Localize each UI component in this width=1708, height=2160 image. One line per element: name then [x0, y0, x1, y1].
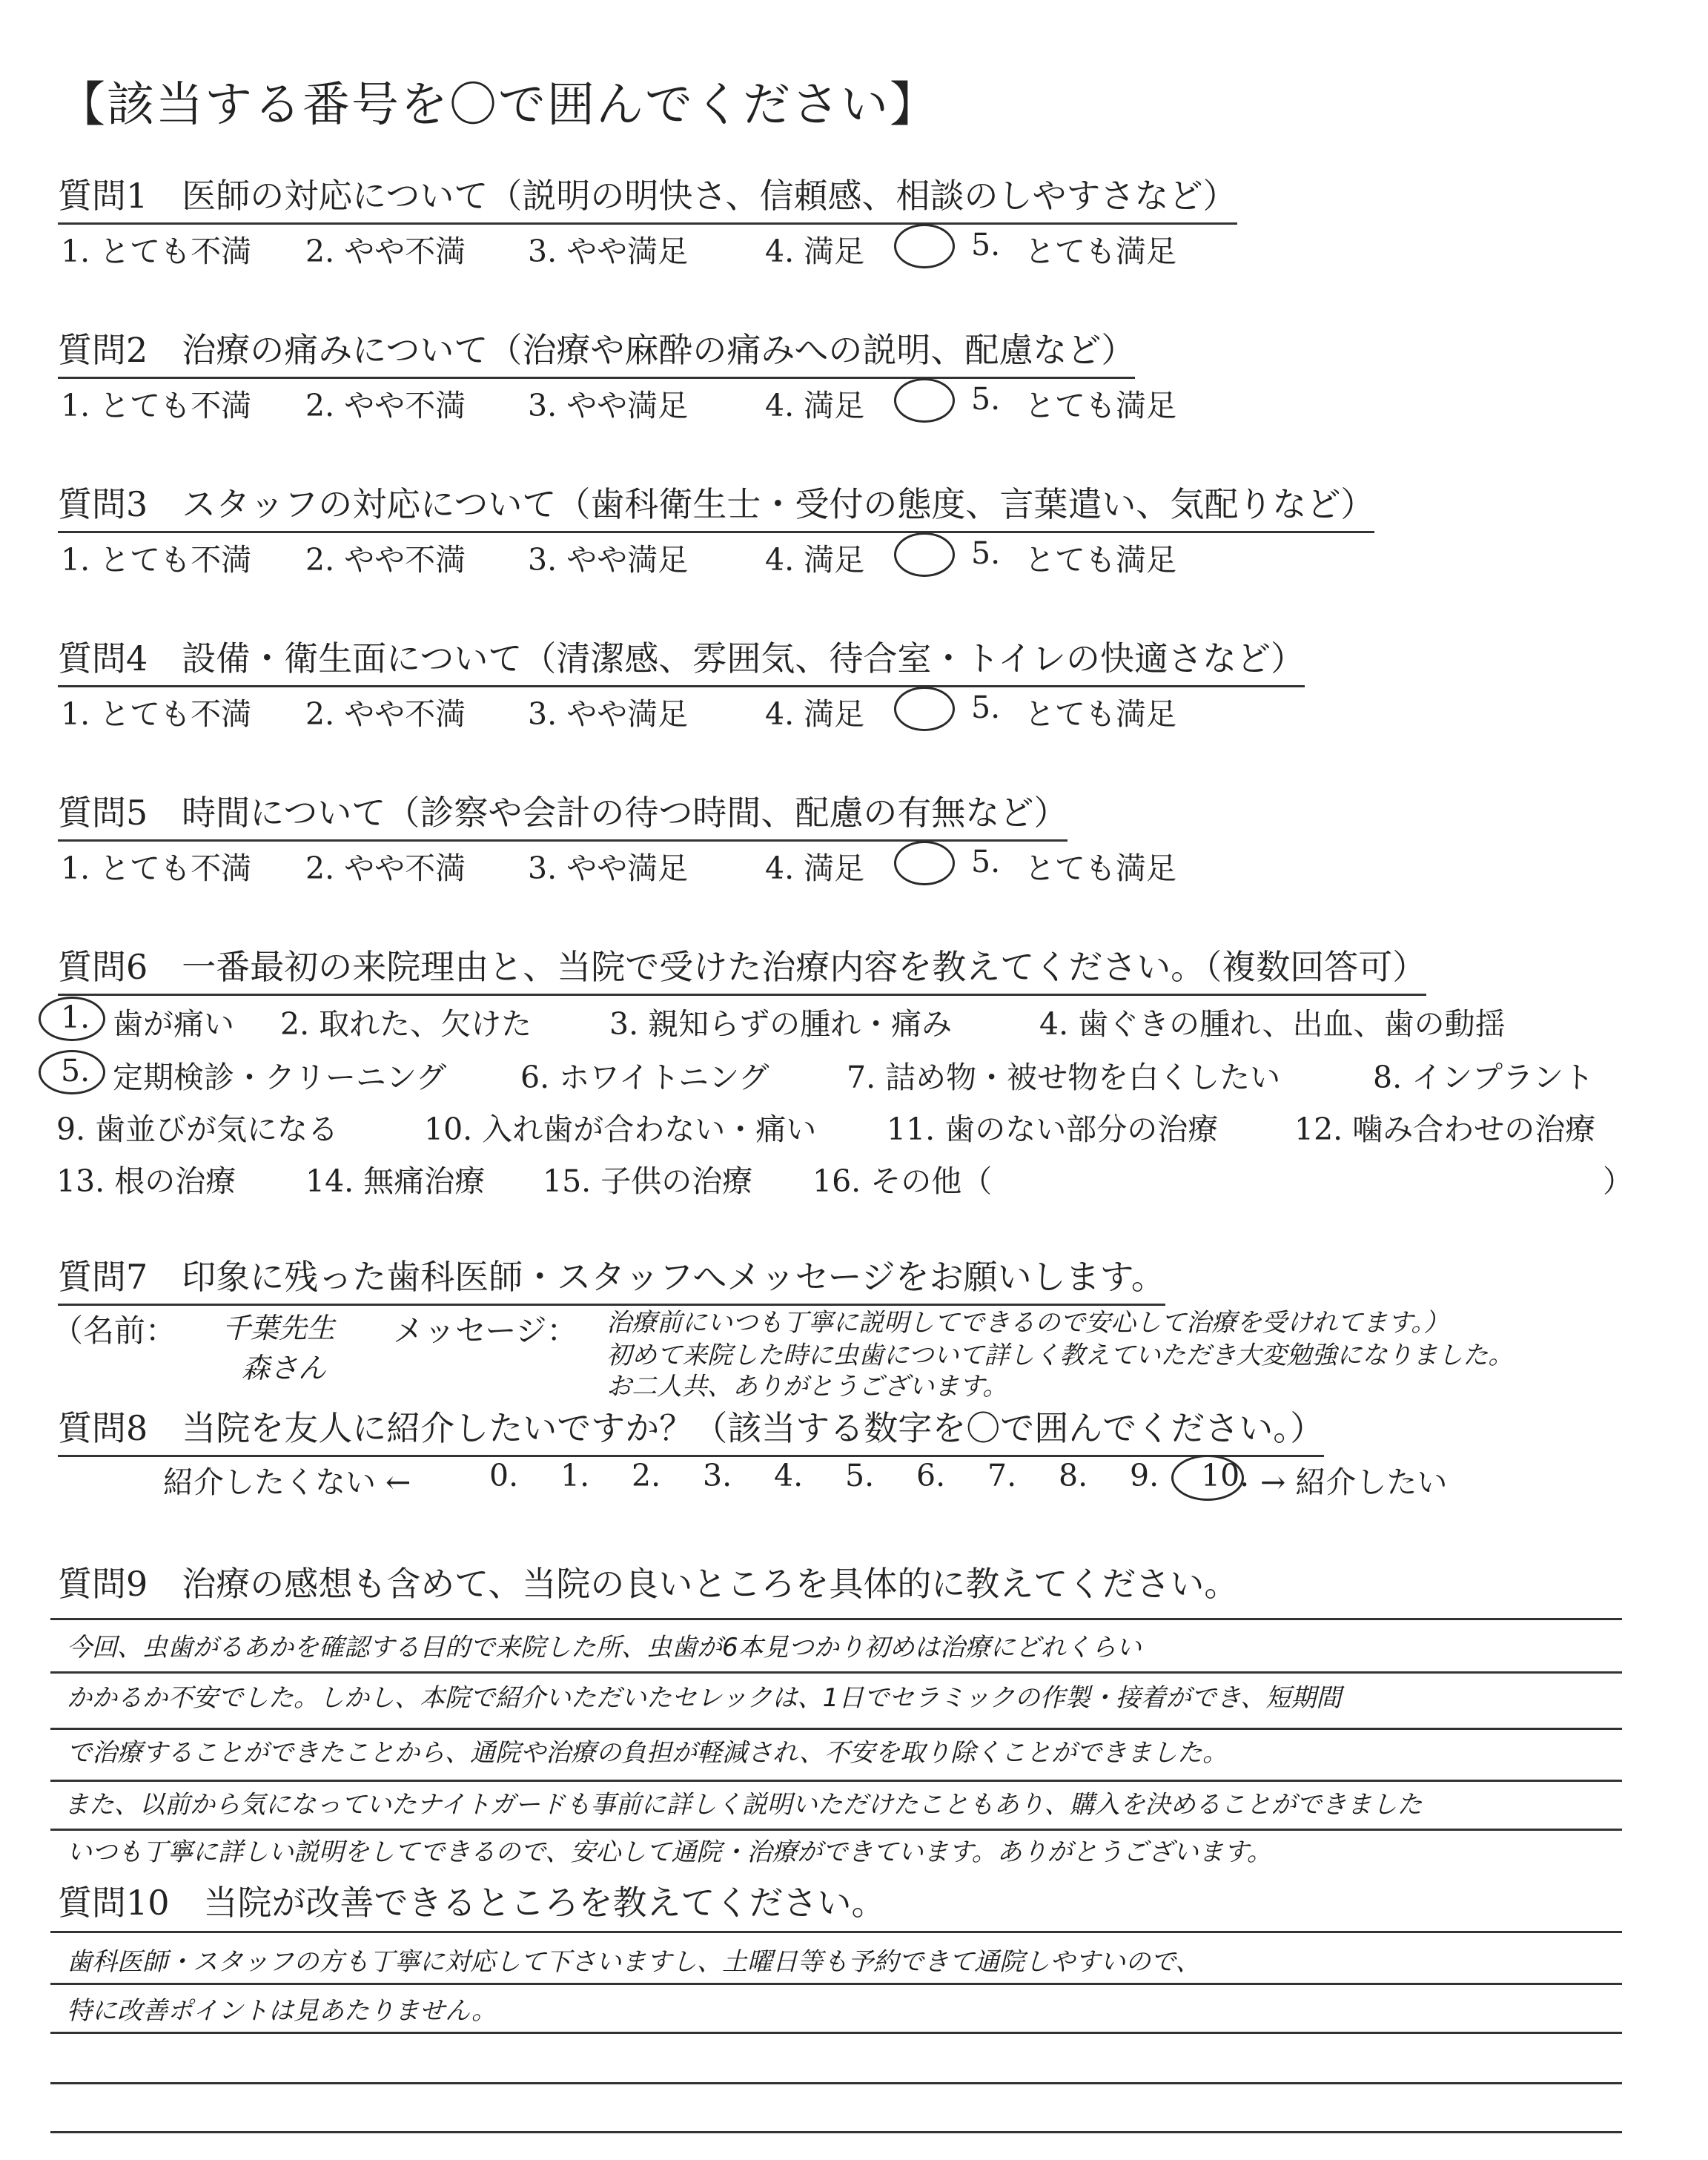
q9-answer-line-2: かかるか不安でした。しかし、本院で紹介いただいたセレックは、1日でセラミックの作製・接着ができ、短期間: [67, 1683, 1342, 1713]
q8-option-9[interactable]: 9.: [1130, 1458, 1159, 1493]
q6-option-1[interactable]: 1.: [61, 1000, 90, 1035]
q9-answer-line-3: で治療することができたことから、通院や治療の負担が軽減され、不安を取り除くことができました。: [67, 1738, 1228, 1768]
answer-line: [50, 2131, 1622, 2133]
q8-option-6[interactable]: 6.: [916, 1458, 946, 1493]
option-5[interactable]: 5.: [971, 844, 1001, 879]
option-5-label: とても満足: [1025, 542, 1176, 578]
selection-circle: [894, 378, 955, 423]
q6-option-8[interactable]: 8. インプラント: [1373, 1060, 1595, 1095]
option-1[interactable]: 1. とても不満: [61, 851, 252, 886]
selection-circle: [39, 997, 105, 1041]
q6-option-14[interactable]: 14. 無痛治療: [305, 1163, 486, 1199]
q6-option-1-label: 歯が痛い: [113, 1006, 234, 1042]
answer-line: [50, 2082, 1622, 2084]
option-1[interactable]: 1. とても不満: [61, 696, 252, 732]
option-2[interactable]: 2. やや不満: [305, 696, 466, 732]
option-5-label: とても満足: [1025, 388, 1176, 423]
question-3-title: 質問3 スタッフの対応について（歯科衛生士・受付の態度、言葉遣い、気配りなど）: [58, 478, 1374, 533]
q6-option-5-label: 定期検診・クリーニング: [113, 1060, 447, 1095]
q8-option-8[interactable]: 8.: [1059, 1458, 1088, 1493]
q8-option-0[interactable]: 0.: [489, 1458, 519, 1493]
q8-left-label: 紹介したくない ←: [163, 1464, 411, 1500]
question-4-title: 質問4 設備・衛生面について（清潔感、雰囲気、待合室・トイレの快適さなど）: [58, 632, 1305, 687]
page-heading: 【該当する番号を〇で囲んでください】: [58, 78, 939, 133]
q9-answer-line-4: また、以前から気になっていたナイトガードも事前に詳しく説明いただけたこともあり、購入を決めることができました: [64, 1790, 1423, 1820]
selection-circle: [894, 841, 955, 885]
option-2[interactable]: 2. やや不満: [305, 388, 466, 423]
selection-circle: [894, 687, 955, 731]
option-5-label: とても満足: [1025, 234, 1176, 269]
option-1[interactable]: 1. とても不満: [61, 542, 252, 578]
q8-option-10[interactable]: 10.: [1201, 1458, 1250, 1493]
q10-answer-line-2: 特に改善ポイントは見あたりません。: [67, 1996, 497, 2026]
answer-line: [50, 1983, 1622, 1985]
answer-line: [50, 2032, 1622, 2034]
q6-option-16[interactable]: 16. その他（: [812, 1163, 993, 1199]
option-3[interactable]: 3. やや満足: [528, 388, 689, 423]
option-5-label: とても満足: [1025, 851, 1176, 886]
q8-option-2[interactable]: 2.: [632, 1458, 661, 1493]
q6-option-11[interactable]: 11. 歯のない部分の治療: [887, 1112, 1219, 1147]
option-2[interactable]: 2. やや不満: [305, 542, 466, 578]
option-5-label: とても満足: [1025, 696, 1176, 732]
option-4[interactable]: 4. 満足: [765, 542, 865, 578]
q6-option-10[interactable]: 10. 入れ歯が合わない・痛い: [424, 1112, 817, 1147]
name-label: （名前：: [52, 1312, 177, 1349]
option-4[interactable]: 4. 満足: [765, 234, 865, 269]
q6-option-5[interactable]: 5.: [61, 1053, 90, 1089]
answer-line: [50, 1780, 1622, 1782]
q9-answer-line-5: いつも丁寧に詳しい説明をしてできるので、安心して通院・治療ができています。ありがとうございます。: [67, 1837, 1272, 1867]
option-2[interactable]: 2. やや不満: [305, 234, 466, 269]
q6-option-9[interactable]: 9. 歯並びが気になる: [56, 1112, 339, 1147]
option-5[interactable]: 5.: [971, 535, 1001, 571]
q6-option-13[interactable]: 13. 根の治療: [56, 1163, 236, 1199]
answer-line: [50, 1829, 1622, 1831]
q6-option-16-close: ）: [1603, 1163, 1633, 1199]
q6-option-4[interactable]: 4. 歯ぐきの腫れ、出血、歯の動揺: [1039, 1006, 1506, 1042]
option-1[interactable]: 1. とても不満: [61, 388, 252, 423]
option-2[interactable]: 2. やや不満: [305, 851, 466, 886]
name-2: 森さん: [242, 1352, 327, 1384]
message-line-2: 初めて来院した時に虫歯について詳しく教えていただき大変勉強になりました。: [606, 1341, 1514, 1370]
option-3[interactable]: 3. やや満足: [528, 234, 689, 269]
q8-option-7[interactable]: 7.: [987, 1458, 1017, 1493]
option-5[interactable]: 5.: [971, 690, 1001, 725]
question-5-title: 質問5 時間について（診察や会計の待つ時間、配慮の有無など）: [58, 786, 1068, 842]
answer-line: [50, 1931, 1622, 1933]
question-10-title: 質問10 当院が改善できるところを教えてください。: [58, 1883, 886, 1923]
answer-line: [50, 1671, 1622, 1674]
option-5[interactable]: 5.: [971, 227, 1001, 262]
question-2-title: 質問2 治療の痛みについて（治療や麻酔の痛みへの説明、配慮など）: [58, 323, 1135, 379]
q6-option-7[interactable]: 7. 詰め物・被せ物を白くしたい: [847, 1060, 1281, 1095]
selection-circle: [1171, 1455, 1244, 1501]
q6-option-6[interactable]: 6. ホワイトニング: [520, 1060, 769, 1095]
option-1[interactable]: 1. とても不満: [61, 234, 252, 269]
message-line-3: お二人共、ありがとうございます。: [606, 1372, 1008, 1401]
answer-line: [50, 1728, 1622, 1730]
option-4[interactable]: 4. 満足: [765, 851, 865, 886]
message-label: メッセージ：: [393, 1312, 578, 1349]
q8-right-label: → 紹介したい: [1260, 1464, 1448, 1500]
question-1-title: 質問1 医師の対応について（説明の明快さ、信頼感、相談のしやすさなど）: [58, 169, 1237, 225]
q8-option-3[interactable]: 3.: [703, 1458, 732, 1493]
selection-circle: [894, 224, 955, 268]
q8-option-5[interactable]: 5.: [845, 1458, 875, 1493]
q6-option-15[interactable]: 15. 子供の治療: [543, 1163, 753, 1199]
option-3[interactable]: 3. やや満足: [528, 542, 689, 578]
q6-option-12[interactable]: 12. 噛み合わせの治療: [1294, 1112, 1596, 1147]
answer-line: [50, 1618, 1622, 1620]
message-line-1: 治療前にいつも丁寧に説明してできるので安心して治療を受けれてます。）: [606, 1308, 1449, 1338]
name-1: 千葉先生: [222, 1312, 336, 1344]
selection-circle: [39, 1050, 105, 1094]
option-3[interactable]: 3. やや満足: [528, 696, 689, 732]
question-9-title: 質問9 治療の感想も含めて、当院の良いところを具体的に教えてください。: [58, 1564, 1239, 1604]
option-5[interactable]: 5.: [971, 381, 1001, 417]
question-8-title: 質問8 当院を友人に紹介したいですか？（該当する数字を〇で囲んでください。）: [58, 1401, 1324, 1457]
q8-option-4[interactable]: 4.: [774, 1458, 804, 1493]
question-7-title: 質問7 印象に残った歯科医師・スタッフへメッセージをお願いします。: [58, 1250, 1165, 1306]
q6-option-3[interactable]: 3. 親知らずの腫れ・痛み: [609, 1006, 953, 1042]
q9-answer-line-1: 今回、虫歯がるあかを確認する目的で来院した所、虫歯が6本見つかり初めは治療にどれくらい: [67, 1633, 1142, 1662]
q6-option-2[interactable]: 2. 取れた、欠けた: [280, 1006, 532, 1042]
question-6-title: 質問6 一番最初の来院理由と、当院で受けた治療内容を教えてください。（複数回答可）: [58, 940, 1426, 996]
option-4[interactable]: 4. 満足: [765, 696, 865, 732]
q8-option-1[interactable]: 1.: [560, 1458, 590, 1493]
q10-answer-line-1: 歯科医師・スタッフの方も丁寧に対応して下さいますし、土曜日等も予約できて通院しやすいので、: [67, 1947, 1201, 1977]
selection-circle: [894, 532, 955, 577]
option-4[interactable]: 4. 満足: [765, 388, 865, 423]
option-3[interactable]: 3. やや満足: [528, 851, 689, 886]
